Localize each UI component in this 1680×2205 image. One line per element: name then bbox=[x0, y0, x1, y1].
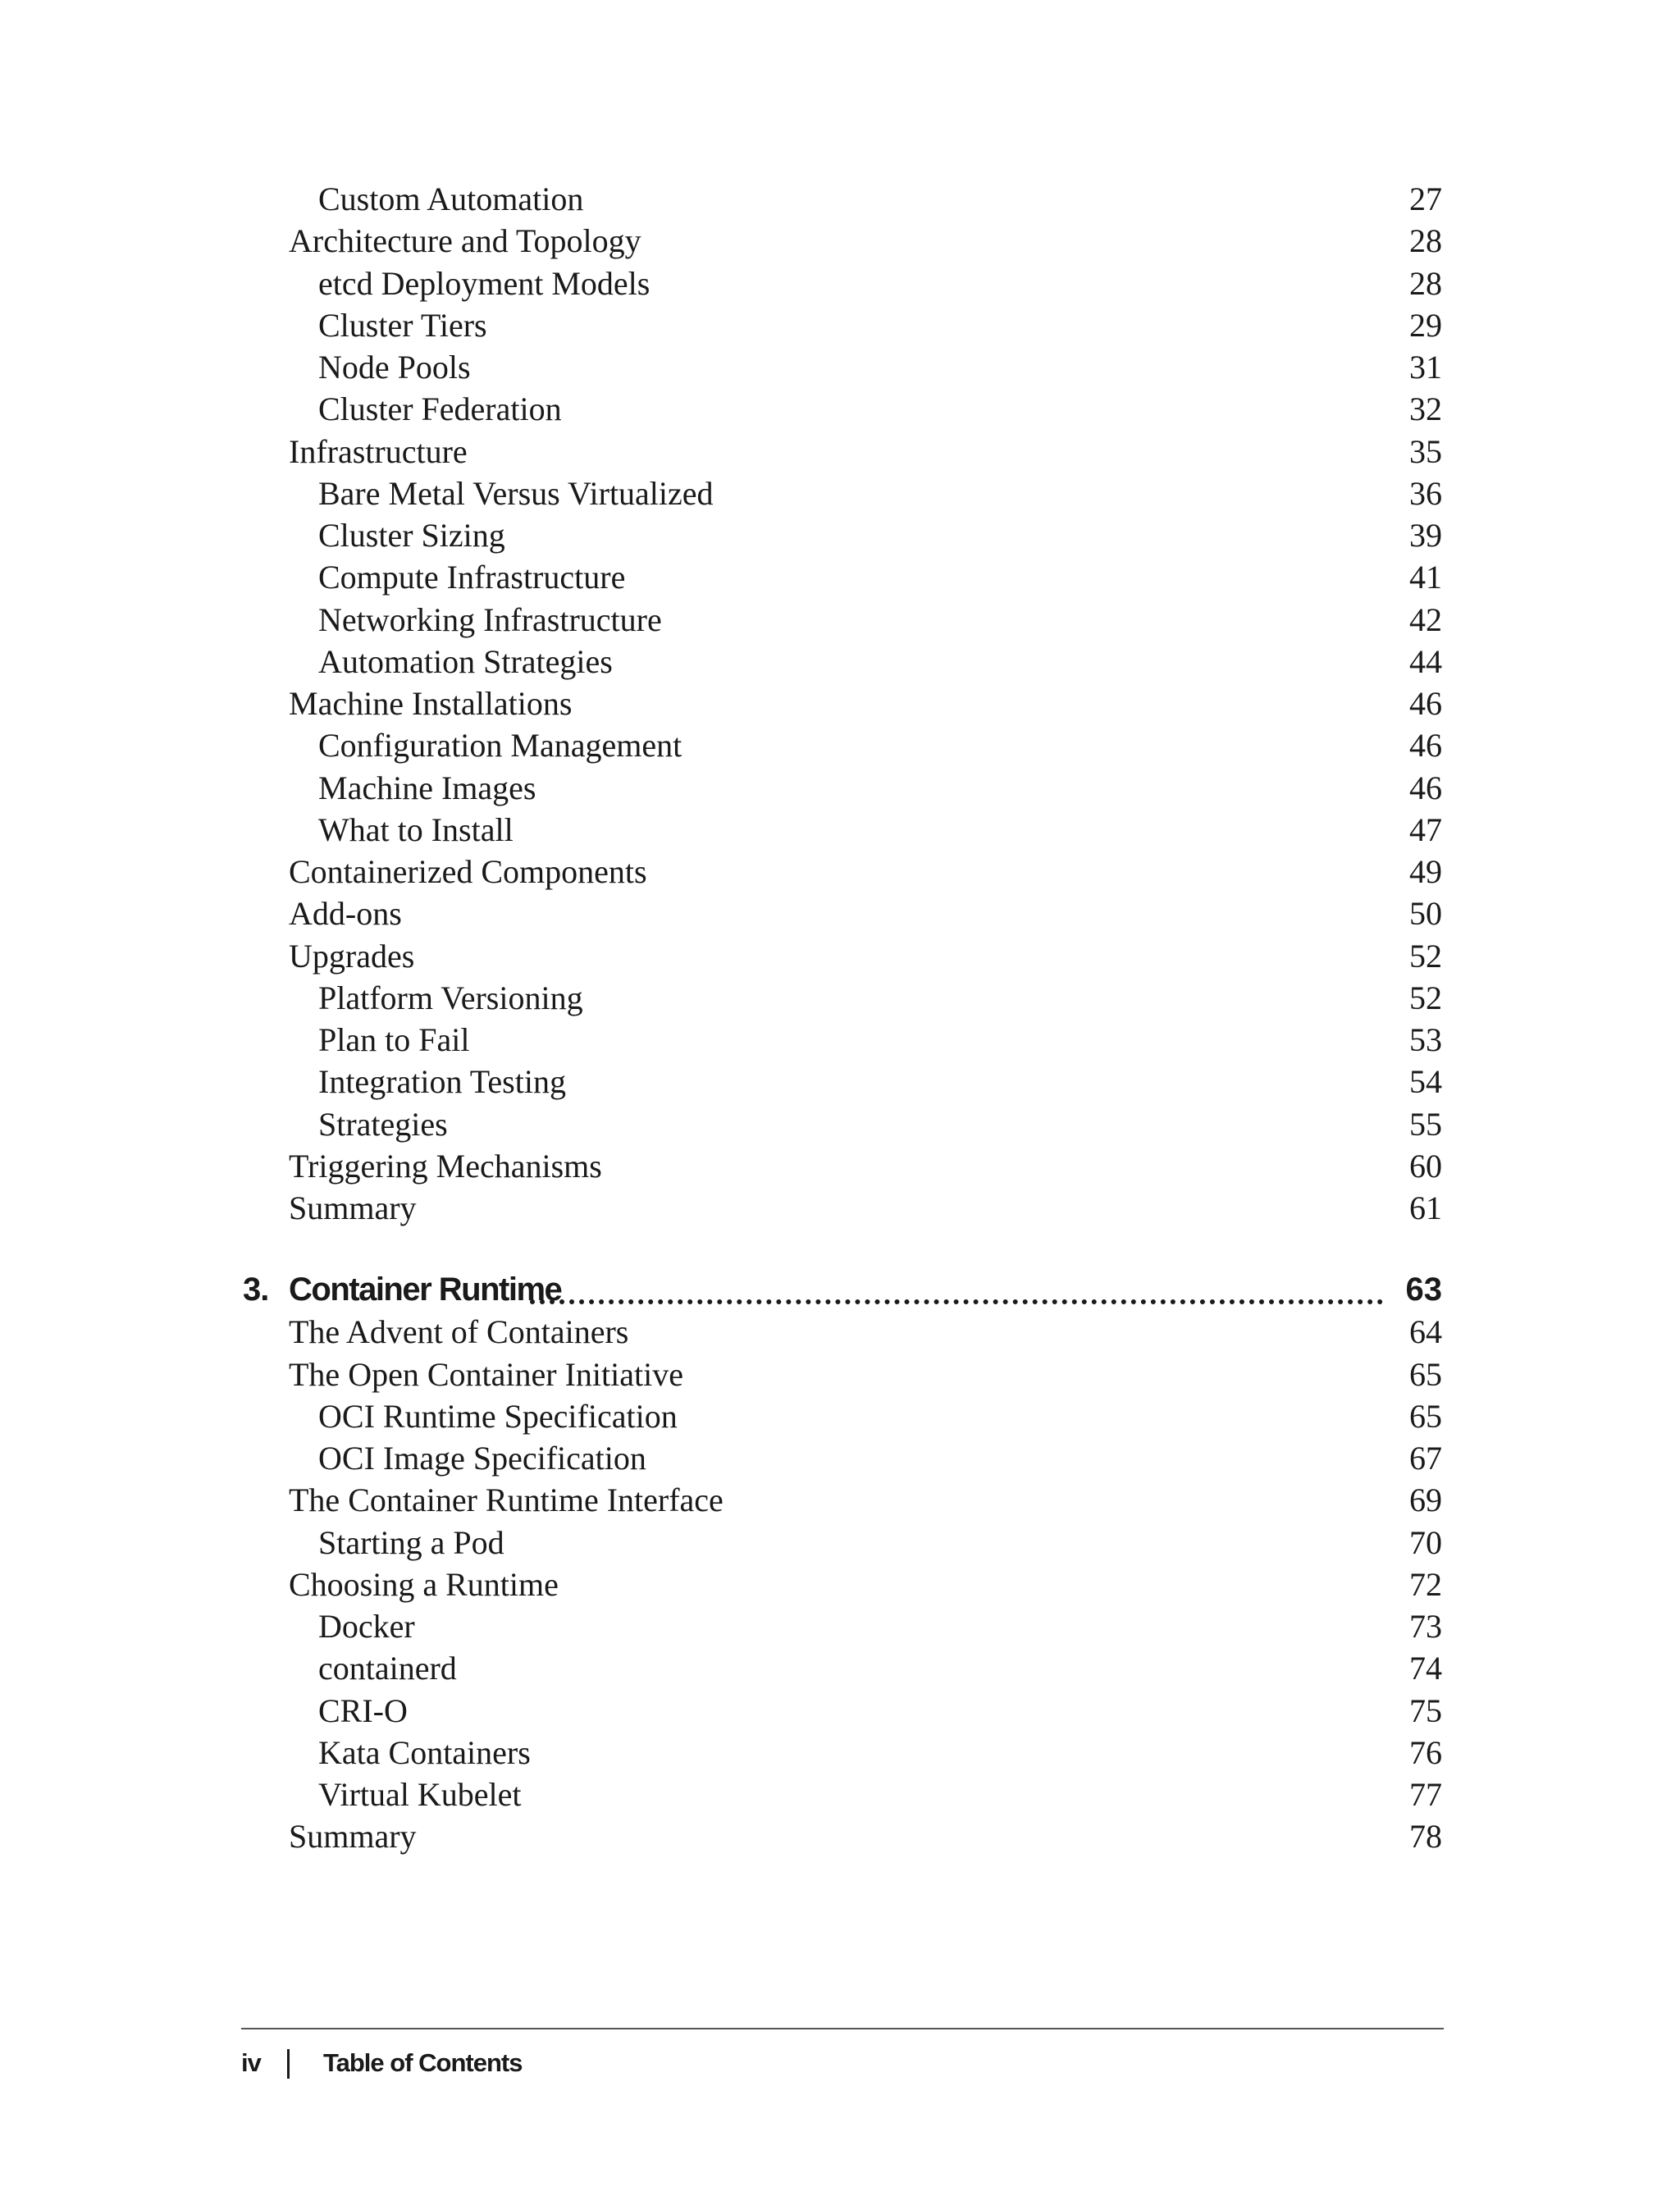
footer-separator bbox=[287, 2049, 290, 2079]
toc-entry-page-number: 53 bbox=[1409, 1021, 1442, 1058]
toc-entry-page-number: 36 bbox=[1409, 475, 1442, 512]
toc-entry-page-number: 61 bbox=[1409, 1189, 1442, 1226]
footer-page-number: iv bbox=[241, 2048, 261, 2077]
toc-entry[interactable] bbox=[0, 767, 1680, 810]
footer-rule bbox=[241, 2028, 1444, 2029]
toc-entry-page-number: 46 bbox=[1409, 769, 1442, 806]
toc-entry-title: Upgrades bbox=[289, 938, 415, 975]
toc-entry[interactable] bbox=[0, 1479, 1680, 1522]
toc-entry[interactable] bbox=[0, 1354, 1680, 1396]
toc-entry-title: Architecture and Topology bbox=[289, 222, 641, 259]
toc-entry-title: Machine Images bbox=[318, 769, 536, 806]
toc-entry-title: Integration Testing bbox=[318, 1063, 566, 1100]
toc-entry[interactable] bbox=[0, 346, 1680, 389]
toc-entry-title: containerd bbox=[318, 1650, 457, 1687]
toc-entry-title: Containerized Components bbox=[289, 853, 647, 890]
toc-entry[interactable] bbox=[0, 1187, 1680, 1230]
toc-entry-title: Cluster Sizing bbox=[318, 517, 505, 554]
toc-entry[interactable] bbox=[0, 641, 1680, 683]
toc-entry[interactable] bbox=[0, 1437, 1680, 1480]
toc-entry-title: The Open Container Initiative bbox=[289, 1356, 683, 1393]
toc-entry[interactable] bbox=[0, 304, 1680, 347]
toc-entry-page-number: 60 bbox=[1409, 1148, 1442, 1185]
toc-entry[interactable] bbox=[0, 935, 1680, 978]
toc-entry-page-number: 77 bbox=[1409, 1776, 1442, 1813]
toc-entry[interactable] bbox=[0, 724, 1680, 767]
chapter-page-number: 63 bbox=[1405, 1271, 1442, 1308]
toc-entry-title: Cluster Federation bbox=[318, 390, 562, 427]
toc-entry-page-number: 65 bbox=[1409, 1398, 1442, 1435]
toc-entry-page-number: 46 bbox=[1409, 685, 1442, 722]
toc-entry[interactable] bbox=[0, 1605, 1680, 1648]
toc-entry[interactable] bbox=[0, 262, 1680, 305]
footer-label: Table of Contents bbox=[323, 2048, 523, 2077]
toc-entry-title: Networking Infrastructure bbox=[318, 601, 662, 638]
toc-entry[interactable] bbox=[0, 1774, 1680, 1816]
toc-entry-page-number: 28 bbox=[1409, 222, 1442, 259]
toc-entry[interactable] bbox=[0, 851, 1680, 893]
toc-entry-page-number: 46 bbox=[1409, 727, 1442, 764]
toc-entry-page-number: 42 bbox=[1409, 601, 1442, 638]
toc-entry-page-number: 31 bbox=[1409, 349, 1442, 386]
dot-leader bbox=[530, 1299, 1383, 1304]
toc-entry[interactable] bbox=[0, 1564, 1680, 1606]
toc-entry-page-number: 75 bbox=[1409, 1692, 1442, 1729]
toc-entry[interactable] bbox=[0, 556, 1680, 599]
toc-entry-title: Starting a Pod bbox=[318, 1524, 504, 1561]
toc-entry[interactable] bbox=[0, 1732, 1680, 1774]
toc-entry-title: Strategies bbox=[318, 1106, 448, 1143]
toc-entry[interactable] bbox=[0, 682, 1680, 725]
toc-entry-title: Machine Installations bbox=[289, 685, 573, 722]
toc-entry-title: What to Install bbox=[318, 811, 514, 848]
toc-entry-title: Automation Strategies bbox=[318, 643, 613, 680]
toc-entry[interactable] bbox=[0, 809, 1680, 851]
toc-entry-title: Choosing a Runtime bbox=[289, 1566, 559, 1603]
toc-entry-page-number: 32 bbox=[1409, 390, 1442, 427]
toc-entry[interactable] bbox=[0, 977, 1680, 1020]
toc-entry-title: Add-ons bbox=[289, 895, 402, 932]
toc-entry-page-number: 78 bbox=[1409, 1818, 1442, 1855]
toc-entry-page-number: 74 bbox=[1409, 1650, 1442, 1687]
toc-entry-page-number: 65 bbox=[1409, 1356, 1442, 1393]
toc-entry-title: The Container Runtime Interface bbox=[289, 1481, 724, 1518]
toc-entry-title: CRI-O bbox=[318, 1692, 408, 1729]
toc-entry[interactable] bbox=[0, 1395, 1680, 1438]
toc-entry-page-number: 67 bbox=[1409, 1440, 1442, 1477]
toc-entry-title: Virtual Kubelet bbox=[318, 1776, 522, 1813]
toc-entry[interactable] bbox=[0, 1061, 1680, 1103]
toc-entry[interactable] bbox=[0, 892, 1680, 935]
toc-entry-page-number: 55 bbox=[1409, 1106, 1442, 1143]
toc-entry-title: Triggering Mechanisms bbox=[289, 1148, 602, 1185]
toc-entry-page-number: 44 bbox=[1409, 643, 1442, 680]
toc-entry-page-number: 27 bbox=[1409, 180, 1442, 217]
toc-entry-page-number: 52 bbox=[1409, 979, 1442, 1016]
toc-entry-page-number: 64 bbox=[1409, 1313, 1442, 1350]
toc-entry[interactable] bbox=[0, 1647, 1680, 1690]
toc-entry-title: The Advent of Containers bbox=[289, 1313, 629, 1350]
toc-entry-title: Configuration Management bbox=[318, 727, 682, 764]
chapter-number: 3. bbox=[243, 1271, 269, 1308]
toc-entry[interactable] bbox=[0, 514, 1680, 557]
toc-entry-title: Platform Versioning bbox=[318, 979, 583, 1016]
toc-entry-title: OCI Image Specification bbox=[318, 1440, 646, 1477]
toc-entry-title: Summary bbox=[289, 1189, 417, 1226]
toc-entry-title: OCI Runtime Specification bbox=[318, 1398, 678, 1435]
toc-entry-title: Kata Containers bbox=[318, 1734, 531, 1771]
toc-entry-page-number: 72 bbox=[1409, 1566, 1442, 1603]
toc-entry[interactable] bbox=[0, 178, 1680, 221]
chapter-heading[interactable] bbox=[0, 1267, 1680, 1312]
toc-entry-page-number: 73 bbox=[1409, 1608, 1442, 1645]
toc-entry[interactable] bbox=[0, 599, 1680, 641]
toc-entry-title: Summary bbox=[289, 1818, 417, 1855]
toc-entry-page-number: 35 bbox=[1409, 433, 1442, 470]
toc-entry[interactable] bbox=[0, 220, 1680, 262]
toc-entry-page-number: 50 bbox=[1409, 895, 1442, 932]
toc-entry-title: etcd Deployment Models bbox=[318, 265, 651, 302]
toc-entry-title: Compute Infrastructure bbox=[318, 559, 626, 596]
toc-entry-page-number: 70 bbox=[1409, 1524, 1442, 1561]
toc-entry-title: Node Pools bbox=[318, 349, 471, 386]
toc-entry-page-number: 28 bbox=[1409, 265, 1442, 302]
toc-entry-title: Docker bbox=[318, 1608, 415, 1645]
toc-entry[interactable] bbox=[0, 1522, 1680, 1564]
toc-entry-page-number: 52 bbox=[1409, 938, 1442, 975]
toc-entry[interactable] bbox=[0, 431, 1680, 473]
toc-entry-title: Infrastructure bbox=[289, 433, 468, 470]
toc-entry-title: Plan to Fail bbox=[318, 1021, 470, 1058]
toc-entry[interactable] bbox=[0, 1145, 1680, 1188]
toc-entry[interactable] bbox=[0, 1019, 1680, 1061]
toc-entry-page-number: 76 bbox=[1409, 1734, 1442, 1771]
toc-entry-page-number: 49 bbox=[1409, 853, 1442, 890]
toc-entry[interactable] bbox=[0, 1815, 1680, 1858]
chapter-title: Container Runtime bbox=[289, 1271, 562, 1308]
toc-entry-page-number: 69 bbox=[1409, 1481, 1442, 1518]
toc-entry-page-number: 41 bbox=[1409, 559, 1442, 596]
toc-entry-title: Custom Automation bbox=[318, 180, 584, 217]
toc-entry-page-number: 39 bbox=[1409, 517, 1442, 554]
toc-entry-page-number: 54 bbox=[1409, 1063, 1442, 1100]
toc-entry[interactable] bbox=[0, 1690, 1680, 1732]
toc-entry[interactable] bbox=[0, 472, 1680, 515]
toc-entry[interactable] bbox=[0, 1311, 1680, 1354]
toc-entry[interactable] bbox=[0, 388, 1680, 431]
toc-entry-title: Bare Metal Versus Virtualized bbox=[318, 475, 714, 512]
toc-entry[interactable] bbox=[0, 1103, 1680, 1146]
toc-entry-title: Cluster Tiers bbox=[318, 307, 487, 344]
toc-entry-page-number: 29 bbox=[1409, 307, 1442, 344]
toc-entry-page-number: 47 bbox=[1409, 811, 1442, 848]
